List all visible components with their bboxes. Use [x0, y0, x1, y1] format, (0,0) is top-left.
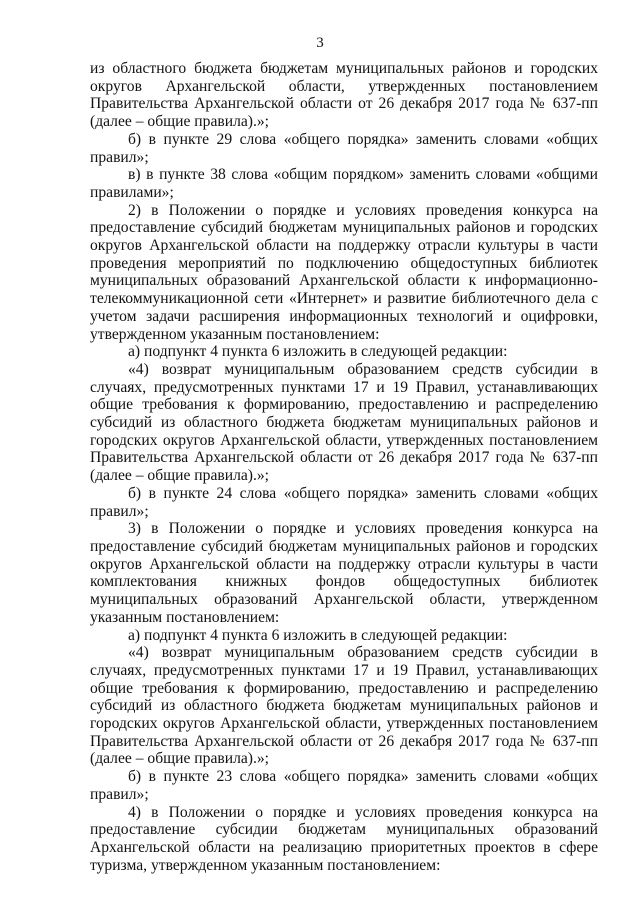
paragraph-4: 2) в Положении о порядке и условиях проведения конкурса на предоставление субсидий бюджетам муниципальных районов и городских округов Архангельской области на поддержку отрасли культуры в части проведения мероприятий по подключению общедоступных библиотек муниципальных образований Архангельской области к информационно-телекоммуникационной сети «Интернет» и развитие библиотечного дела с учетом задачи расширения информационных технологий и оцифровки, утвержденном указанным постановлением: [90, 201, 598, 343]
paragraph-8: 3) в Положении о порядке и условиях проведения конкурса на предоставление субсидий бюджетам муниципальных районов и городских округов Архангельской области на поддержку отрасли культуры в части комплектования книжных фондов общедоступных библиотек муниципальных образований Архангельской области, утвержденном указанным постановлением: [90, 520, 598, 626]
paragraph-12: 4) в Положении о порядке и условиях проведения конкурса на предоставление субсидии бюджетам муниципальных образований Архангельской области на реализацию приоритетных проектов в сфере туризма, утвержденном указанным постановлением: [90, 803, 598, 874]
paragraph-11: б) в пункте 23 слова «общего порядка» заменить словами «общих правил»; [90, 768, 598, 803]
paragraph-1: из областного бюджета бюджетам муниципальных районов и городских округов Архангельской области, утвержденных постановлением Правительства Архангельской области от 26 декабря 2017 года № 637-пп (далее – общие правила).»; [90, 60, 598, 131]
paragraph-6: «4) возврат муниципальным образованием средств субсидии в случаях, предусмотренных пунктами 17 и 19 Правил, устанавливающих общие требования к формированию, предоставлению и распределению субсидий из областного бюджета бюджетам муниципальных районов и городских округов Архангельской области, утвержденных постановлением Правительства Архангельской области от 26 декабря 2017 года № 637-пп (далее – общие правила).»; [90, 360, 598, 485]
paragraph-10: «4) возврат муниципальным образованием средств субсидии в случаях, предусмотренных пунктами 17 и 19 Правил, устанавливающих общие требования к формированию, предоставлению и распределению субсидий из областного бюджета бюджетам муниципальных районов и городских округов Архангельской области, утвержденных постановлением Правительства Архангельской области от 26 декабря 2017 года № 637-пп (далее – общие правила).»; [90, 644, 598, 768]
paragraph-7: б) в пункте 24 слова «общего порядка» заменить словами «общих правил»; [90, 484, 598, 520]
page-number: 3 [316, 35, 324, 51]
paragraph-3: в) в пункте 38 слова «общим порядком» заменить словами «общими правилами»; [90, 166, 598, 201]
document-body [90, 60, 598, 874]
paragraph-5: а) подпункт 4 пункта 6 изложить в следующей редакции: [128, 343, 508, 361]
paragraph-9: а) подпункт 4 пункта 6 изложить в следующей редакции: [128, 626, 508, 644]
paragraph-2: б) в пункте 29 слова «общего порядка» заменить словами «общих правил»; [90, 130, 598, 166]
